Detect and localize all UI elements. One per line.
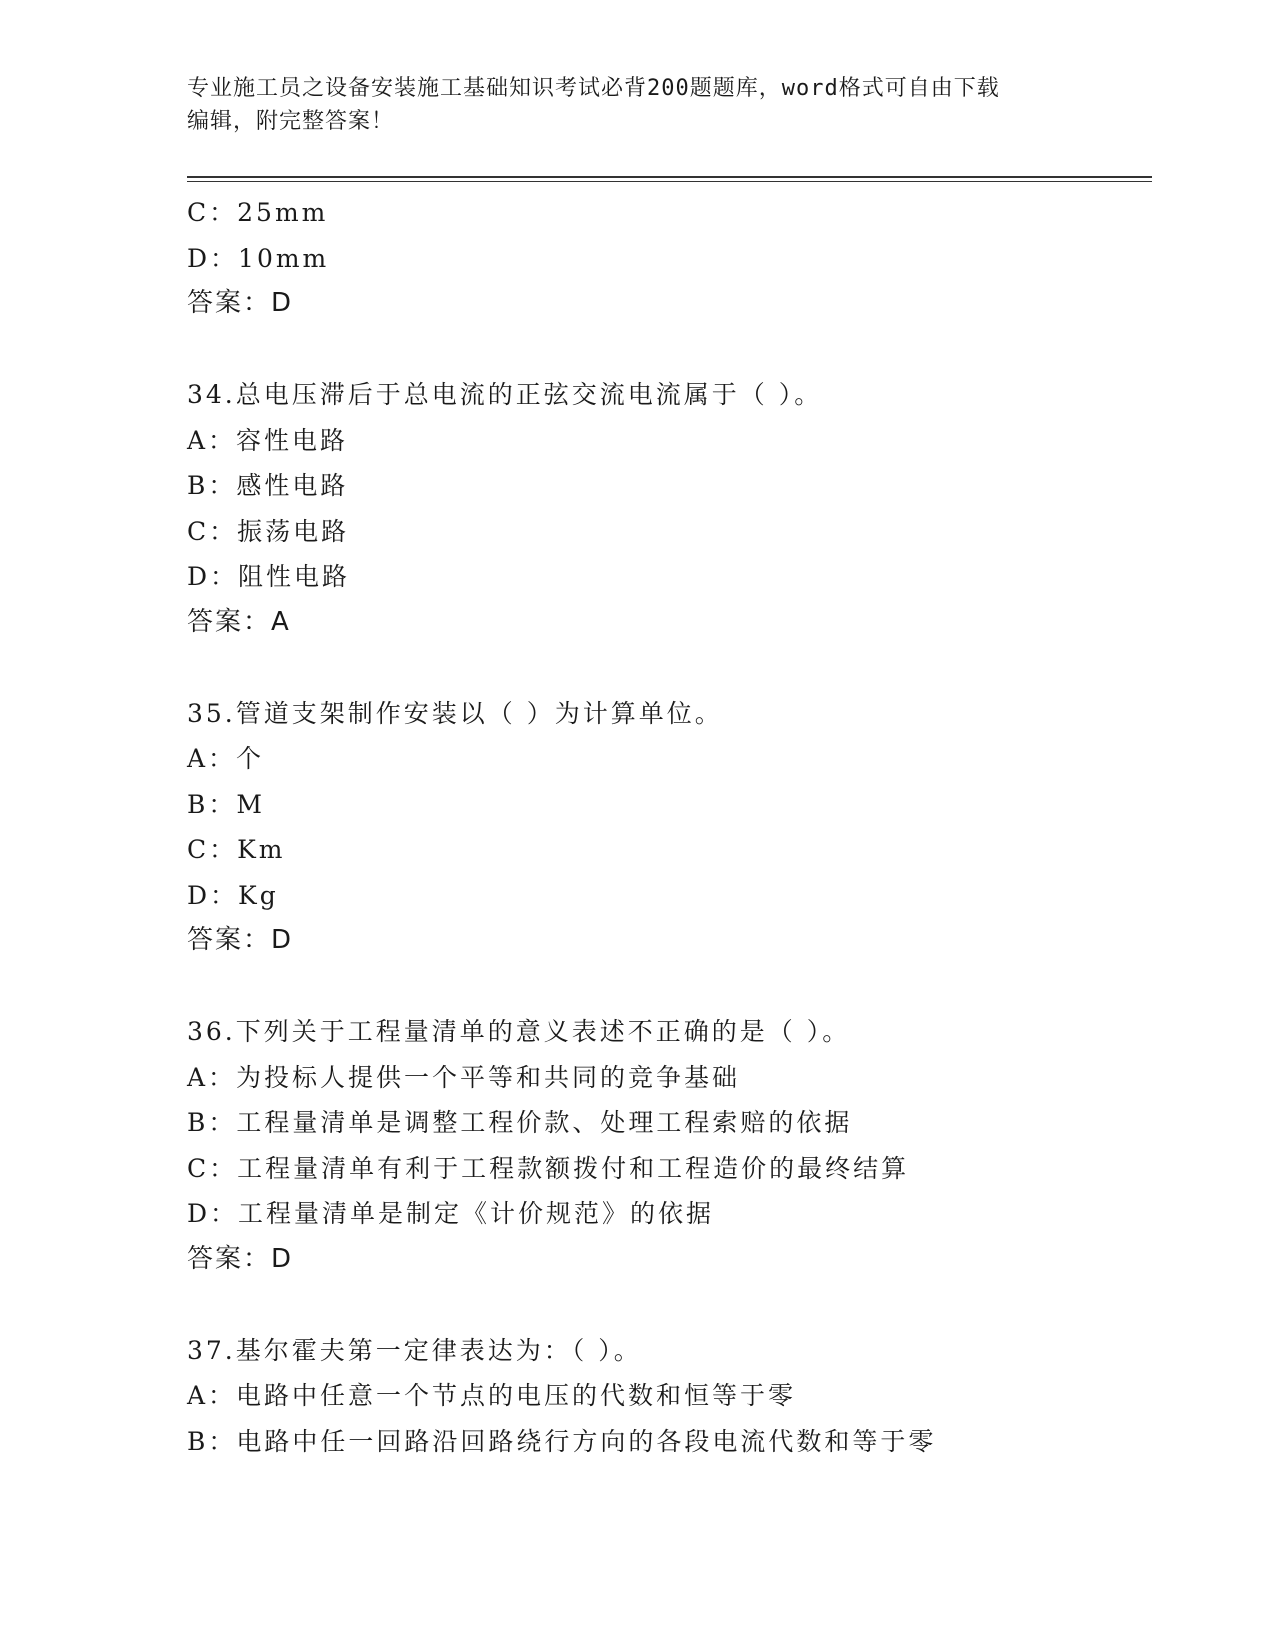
option-a: A：电路中任意一个节点的电压的代数和恒等于零 [187,1381,797,1410]
option-c: C：Km [187,835,286,864]
answer-line: 答案：D [187,925,294,955]
header-title-line-2: 编辑，附完整答案！ [187,109,395,134]
option-a: A：个 [187,744,265,773]
answer-line: 答案：D [187,288,294,318]
answer-line: 答案：A [187,606,291,637]
option-d: D：Kg [187,880,279,910]
option-c: C：25mm [187,198,329,227]
spacer [187,964,1147,1010]
document-header [187,72,1067,138]
option-d: D：工程量清单是制定《计价规范》的依据 [187,1199,715,1228]
option-b: B：感性电路 [187,471,349,500]
question-list [187,190,1147,1464]
option-c: C：工程量清单有利于工程款额拨付和工程造价的最终结算 [187,1153,910,1183]
question-stem: 37.基尔霍夫第一定律表达为：（ ）。 [187,1335,642,1365]
header-divider-thin [187,181,1152,182]
question-stem: 34.总电压滞后于总电流的正弦交流电流属于（ ）。 [187,380,823,409]
answer-line: 答案：D [187,1243,294,1274]
spacer [187,645,1147,691]
option-b: B：电路中任一回路沿回路绕行方向的各段电流代数和等于零 [187,1426,937,1456]
header-divider [187,176,1152,178]
option-d: D：阻性电路 [187,562,351,591]
header-title-line-1: 专业施工员之设备安装施工基础知识考试必背200题题库，word格式可自由下载 [187,76,1000,101]
spacer [187,327,1147,373]
option-b: B：M [187,789,265,819]
spacer [187,1282,1147,1328]
question-stem: 36.下列关于工程量清单的意义表述不正确的是（ ）。 [187,1017,851,1046]
option-b: B：工程量清单是调整工程价款、处理工程索赔的依据 [187,1108,853,1137]
question-stem: 35.管道支架制作安装以（ ）为计算单位。 [187,698,723,728]
option-a: A：为投标人提供一个平等和共同的竞争基础 [187,1062,741,1092]
option-d: D：10mm [187,243,330,273]
option-a: A：容性电路 [187,425,349,455]
option-c: C：振荡电路 [187,516,350,546]
